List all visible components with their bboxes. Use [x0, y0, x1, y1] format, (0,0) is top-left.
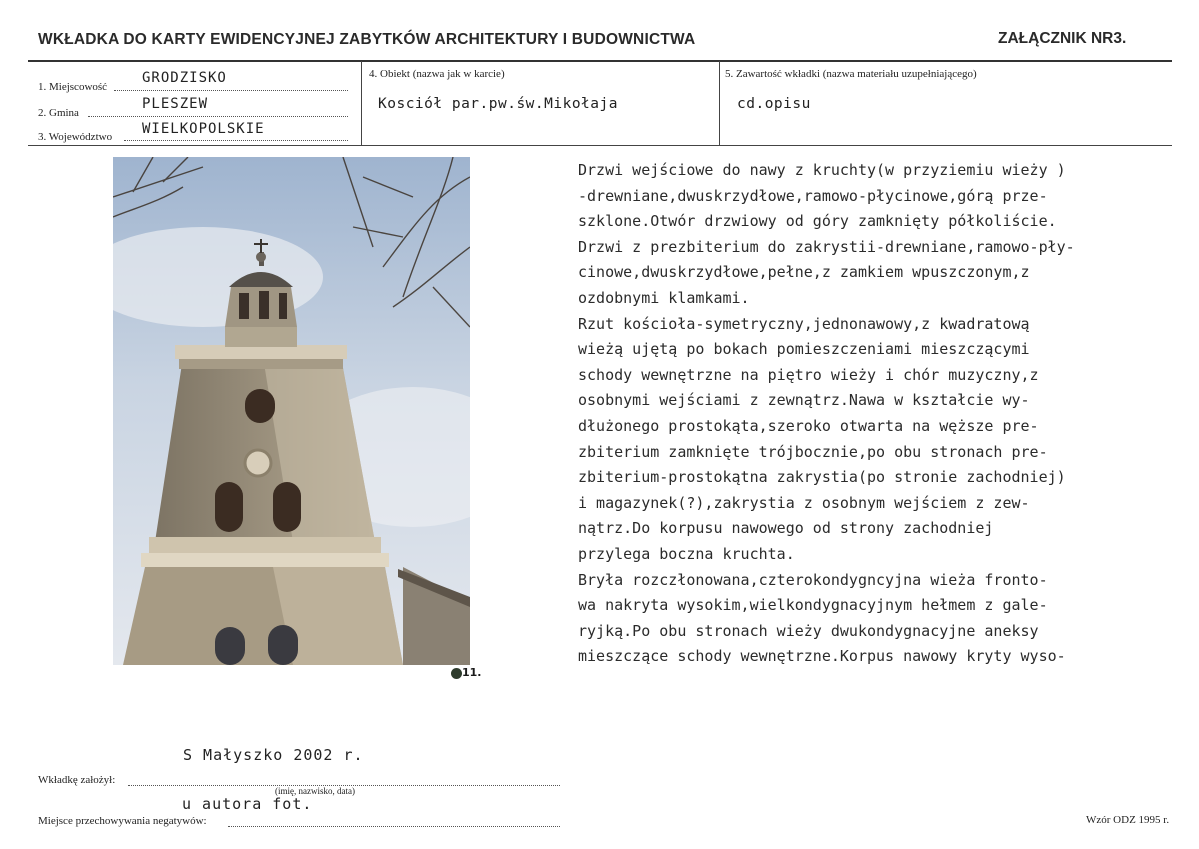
text-line: zbiterium zamknięte trójbocznie,po obu stronach pre- [578, 442, 1048, 461]
zawartosc-label: 5. Zawartość wkładki (nazwa materiału uzupełniającego) [725, 68, 977, 80]
text-line: osobnymi wejściami z zewnątrz.Nawa w kształcie wy- [578, 391, 1030, 410]
negatives-dotted-line [228, 826, 560, 827]
text-line: Drzwi wejściowe do nawy z kruchty(w przyziemiu wieży ) [578, 161, 1066, 179]
obiekt-label: 4. Obiekt (nazwa jak w karcie) [369, 68, 505, 80]
church-tower-photo [113, 157, 470, 665]
author-hint: (imię, nazwisko, data) [275, 786, 355, 796]
text-line: ozdobnymi klamkami. [578, 288, 750, 307]
text-line: i magazynek(?),zakrystia z osobnym wejściem z zew- [578, 493, 1030, 512]
gmina-value: PLESZEW [142, 96, 209, 112]
text-line: ryjką.Po obu stronach wieży dwukondygnacyjne aneksy [578, 621, 1039, 640]
annex-number: ZAŁĄCZNIK NR3. [998, 30, 1127, 47]
field-label: 1. Miejscowość [38, 81, 108, 93]
text-line: przylega boczna kruchta. [578, 544, 795, 563]
text-line: wa nakryta wysokim,wielkondygnacyjnym hełmem z gale- [578, 596, 1048, 615]
photo-number: 11. [462, 666, 482, 679]
text-line: zbiterium-prostokątna zakrystia(po stronie zachodniej) [578, 468, 1066, 487]
author-label: Wkładkę założył: [38, 774, 116, 786]
text-line: dłużonego prostokąta,szeroko otwarta na węższe pre- [578, 416, 1039, 435]
text-line: cinowe,dwuskrzydłowe,pełne,z zamkiem wpuszczonym,z [578, 263, 1030, 282]
photo-marker-icon [451, 668, 462, 679]
field-label: 3. Województwo [38, 131, 113, 143]
description-text [578, 158, 1138, 670]
text-line: nątrz.Do korpusu nawowego od strony zachodniej [578, 519, 994, 538]
document-title: WKŁADKA DO KARTY EWIDENCYJNEJ ZABYTKÓW ARCHITEKTURY I BUDOWNICTWA [38, 31, 696, 48]
miejscowosc-value: GRODZISKO [142, 70, 227, 86]
bottom-rule [28, 145, 1172, 146]
top-rule [28, 60, 1172, 62]
form-id: Wzór ODZ 1995 r. [1086, 814, 1170, 826]
text-line: szklone.Otwór drzwiowy od góry zamknięty półkoliście. [578, 212, 1057, 231]
text-line: mieszczące schody wewnętrzne.Korpus nawowy kryty wyso- [578, 647, 1066, 666]
wojewodztwo-value: WIELKOPOLSKIE [142, 121, 265, 137]
negatives-value: u autora fot. [182, 795, 313, 813]
text-line: schody wewnętrzne na piętro wieży i chór muzyczny,z [578, 365, 1039, 384]
column-divider-1 [361, 61, 362, 145]
text-line: Rzut kościoła-symetryczny,jednonawowy,z kwadratową [578, 314, 1030, 333]
text-line: Drzwi z prezbiterium do zakrystii-drewniane,ramowo-pły- [578, 237, 1075, 256]
obiekt-value: Kosciół par.pw.św.Mikołaja [378, 96, 618, 112]
column-divider-2 [719, 61, 720, 145]
zawartosc-value: cd.opisu [737, 96, 811, 112]
field-label: 2. Gmina [38, 107, 79, 119]
author-value: S Małyszko 2002 r. [183, 746, 364, 764]
text-line: -drewniane,dwuskrzydłowe,ramowo-płycinowe,górą prze- [578, 186, 1048, 205]
negatives-label: Miejsce przechowywania negatywów: [38, 815, 207, 827]
text-line: Bryła rozczłonowana,czterokondygncyjna wieża fronto- [578, 570, 1048, 589]
text-line: wieżą ujętą po bokach pomieszczeniami mieszczącymi [578, 340, 1030, 359]
